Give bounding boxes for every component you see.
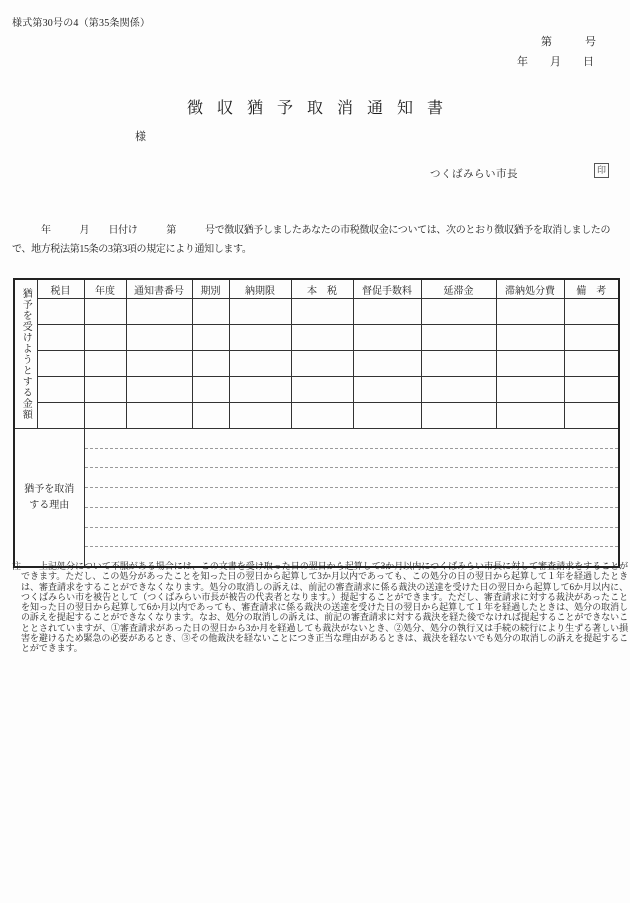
- amount-cell: [229, 403, 291, 429]
- reason-section-row: [14, 429, 619, 568]
- amount-cell: [84, 325, 126, 351]
- col-header-notice-number: 通知書番号: [126, 279, 192, 299]
- amount-cell: [564, 403, 619, 429]
- table-row: [14, 351, 619, 377]
- table-row: [14, 325, 619, 351]
- amount-cell: [37, 403, 84, 429]
- reason-writing-line: [85, 429, 619, 449]
- table-row: [14, 299, 619, 325]
- amount-cell: [192, 403, 229, 429]
- amount-cell: [84, 299, 126, 325]
- amount-cell: [496, 377, 564, 403]
- col-header-demand-fee: 督促手数料: [353, 279, 421, 299]
- amount-cell: [496, 325, 564, 351]
- amount-cell: [229, 299, 291, 325]
- reason-section-label: [14, 429, 84, 568]
- reason-writing-lines: [85, 429, 619, 566]
- reason-writing-line: [85, 449, 619, 469]
- amount-cell: [84, 403, 126, 429]
- amount-cell: [564, 299, 619, 325]
- reason-writing-line: [85, 468, 619, 488]
- intro-line-1: 年 月 日付け 第 号で徴収猶予しましたあなたの市税徴収金については、次のとおり徴収猶予を取消しましたの: [12, 225, 611, 236]
- table-header-row: [14, 279, 619, 299]
- amount-cell: [229, 325, 291, 351]
- reason-label-line-1: 猶予を取消: [24, 483, 75, 495]
- amount-cell: [564, 325, 619, 351]
- amount-cell: [421, 351, 496, 377]
- amount-cell: [564, 351, 619, 377]
- intro-line-2: で、地方税法第15条の3第3項の規定により通知します。: [12, 244, 252, 255]
- addressee-suffix: 様: [135, 131, 146, 143]
- amount-cell: [353, 325, 421, 351]
- amount-cell: [37, 377, 84, 403]
- reason-label-line-2: する理由: [29, 499, 70, 511]
- form-number: 様式第30号の4（第35条関係）: [12, 18, 151, 29]
- page-title: 徴収猶予取消通知書: [186, 100, 457, 117]
- col-header-remarks: 備 考: [564, 279, 619, 299]
- seal-mark: 印: [596, 165, 606, 175]
- intro-paragraph: [12, 221, 622, 259]
- amount-cell: [84, 377, 126, 403]
- seal-box: [594, 163, 609, 178]
- amount-cell: [229, 377, 291, 403]
- amount-cell: [496, 299, 564, 325]
- amount-cell: [126, 403, 192, 429]
- amount-cell: [291, 377, 353, 403]
- amount-cell: [192, 325, 229, 351]
- reason-writing-line: [85, 508, 619, 528]
- amount-cell: [421, 377, 496, 403]
- amount-cell: [192, 351, 229, 377]
- col-header-principal-tax: 本 税: [291, 279, 353, 299]
- amount-cell: [192, 377, 229, 403]
- amount-cell: [496, 403, 564, 429]
- amount-cell: [126, 325, 192, 351]
- issuer-name: つくばみらい市長: [430, 169, 518, 180]
- reason-writing-line: [85, 488, 619, 508]
- amount-cell: [126, 377, 192, 403]
- amount-cell: [421, 299, 496, 325]
- col-header-installment: 期別: [192, 279, 229, 299]
- amount-cell: [291, 325, 353, 351]
- amount-cell: [353, 377, 421, 403]
- date-line: 年 月 日: [517, 56, 594, 68]
- amount-cell: [496, 351, 564, 377]
- amount-cell: [192, 299, 229, 325]
- amount-cell: [37, 325, 84, 351]
- amount-cell: [37, 299, 84, 325]
- amount-cell: [353, 299, 421, 325]
- col-header-tax-item: 税目: [37, 279, 84, 299]
- appeal-note: 注 上記処分について不服がある場合には、この文書を受け取った日の翌日から起算して3か月以内につくばみらい市長に対して審査請求をすることができます。ただし、この処分があったことを知った日の翌日から起算して3か月以内であっても、この処分の日の翌日から起算して１年を経過したときは、審査請求をすることができなくなります。処分の取消しの訴えは、前記の審査請求に係る裁決の送達を受けた日の翌日から起算して6か月以内に、つくばみらい市を被告として（つくばみらい市長が被告の代表者となります。）提起することができます。ただし、審査請求に対する裁決があったことを知った日の翌日から起算して6か月以内であっても、審査請求に係る裁決の送達を受けた日の翌日から起算して１年を経過したときは、処分の取消しの訴えを提起することができなくなります。なお、処分の取消しの訴えは、前記の審査請求に対する裁決を経た後でなければ提起することができないこととされていますが、①審査請求があった日の翌日から3か月を経過しても裁決がないとき、②処分、処分の執行又は手続の続行により生ずる著しい損害を避けるため緊急の必要があるとき、③その他裁決を経ないことにつき正当な理由があるときは、裁決を経ないでも処分の取消しの訴えを提起することができます。: [12, 561, 628, 654]
- amount-cell: [126, 351, 192, 377]
- col-header-late-charge: 延滞金: [421, 279, 496, 299]
- amount-section-label: 猶予を受けようとする金額: [14, 279, 37, 429]
- amount-cell: [291, 351, 353, 377]
- amount-cell: [353, 351, 421, 377]
- amount-cell: [229, 351, 291, 377]
- amount-cell: [126, 299, 192, 325]
- amount-cell: [421, 325, 496, 351]
- col-header-fiscal-year: 年度: [84, 279, 126, 299]
- amount-cell: [291, 403, 353, 429]
- amount-cell: [353, 403, 421, 429]
- amount-cell: [564, 377, 619, 403]
- col-header-disposition-cost: 滞納処分費: [496, 279, 564, 299]
- amount-cell: [37, 351, 84, 377]
- document-number-line: 第 号: [541, 36, 596, 48]
- amount-cell: [291, 299, 353, 325]
- grace-amount-table: [13, 278, 620, 568]
- table-row: [14, 403, 619, 429]
- table-row: [14, 377, 619, 403]
- col-header-due-date: 納期限: [229, 279, 291, 299]
- amount-cell: [421, 403, 496, 429]
- amount-cell: [84, 351, 126, 377]
- reason-writing-area: [84, 429, 619, 568]
- reason-writing-line: [85, 528, 619, 548]
